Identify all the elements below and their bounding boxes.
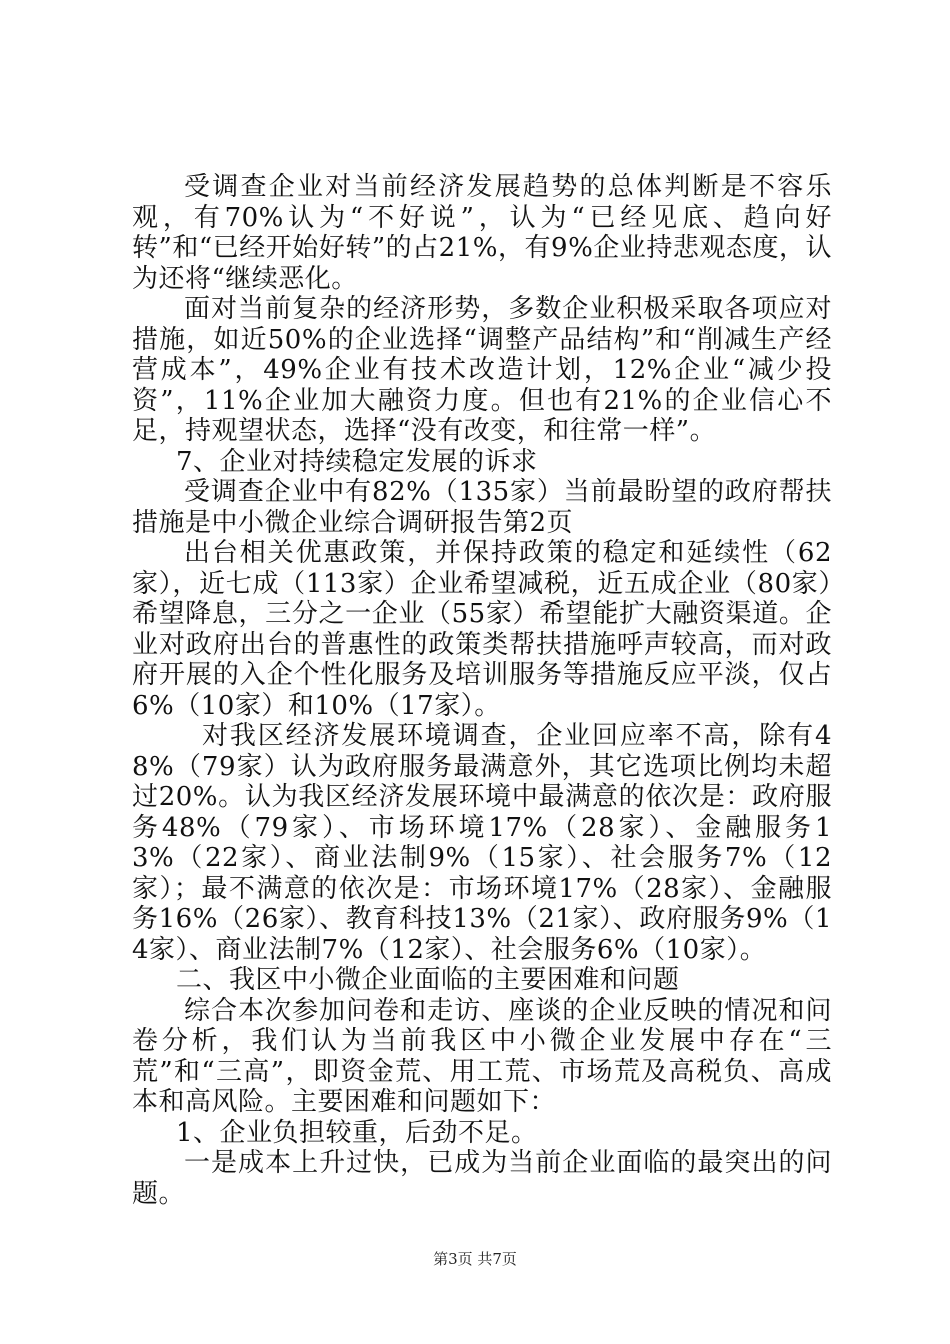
paragraph-summary-problems: 综合本次参加问卷和走访、座谈的企业反映的情况和问卷分析，我们认为当前我区中小微企业发展中存在“三荒”和“三高”，即资金荒、用工荒、市场荒及高税负、高成本和高风险。主要困难和问题如下： — [132, 995, 832, 1117]
paragraph-coping-measures: 面对当前复杂的经济形势，多数企业积极采取各项应对措施，如近50%的企业选择“调整产品结构”和“削减生产经营成本”，49%企业有技术改造计划，12%企业“减少投资”，11%企业加大融资力度。但也有21%的企业信心不足，持观望状态，选择“没有改变，和往常一样”。 — [132, 294, 832, 446]
subheading-burden: 1、企业负担较重，后劲不足。 — [176, 1117, 538, 1148]
paragraph-preferential-policies: 出台相关优惠政策，并保持政策的稳定和延续性（62家），近七成（113家）企业希望减税，近五成企业（80家）希望降息，三分之一企业（55家）希望能扩大融资渠道。企业对政府出台的普惠性的政策类帮扶措施呼声较高，而对政府开展的入企个性化服务及培训服务等措施反应平淡，仅占6%（10家）和10%（17家）。 — [132, 538, 832, 721]
paragraph-economic-outlook: 受调查企业对当前经济发展趋势的总体判断是不容乐观，有70%认为“不好说”，认为“已经见底、趋向好转”和“已经开始好转”的占21%，有9%企业持悲观态度，认为还将“继续恶化。 — [132, 172, 832, 294]
section-heading-difficulties: 二、我区中小微企业面临的主要困难和问题 — [176, 965, 680, 995]
paragraph-cost-rising: 一是成本上升过快，已成为当前企业面临的最突出的问题。 — [132, 1148, 832, 1209]
paragraph-environment-survey: 对我区经济发展环境调查，企业回应率不高，除有48%（79家）认为政府服务最满意外，其它选项比例均未超过20%。认为我区经济发展环境中最满意的依次是：政府服务48%（79家）、市场环境17%（28家）、金融服务13%（22家）、商业法制9%（15家）、社会服务7%（12家）；最不满意的依次是：市场环境17%（28家）、金融服务16%（26家）、教育科技13%（21家）、政府服务9%（14家）、商业法制7%（12家）、社会服务6%（10家）。 — [132, 721, 832, 965]
section-heading-appeals: 7、企业对持续稳定发展的诉求 — [176, 446, 538, 477]
page-footer: 第3页 共7页 — [433, 1250, 517, 1268]
paragraph-government-support: 受调查企业中有82%（135家）当前最盼望的政府帮扶措施是中小微企业综合调研报告第2页 — [132, 477, 832, 538]
document-body — [132, 172, 832, 1209]
